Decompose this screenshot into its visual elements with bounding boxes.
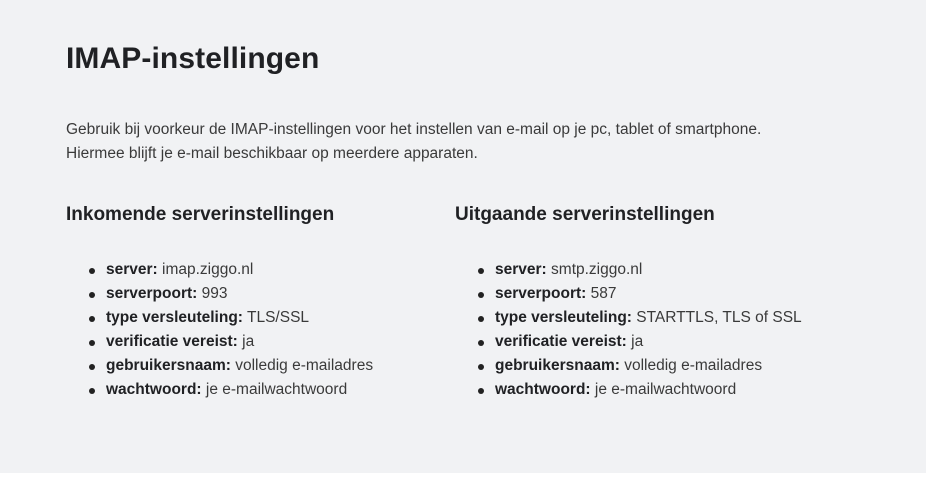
list-item-incoming-username	[106, 354, 446, 378]
setting-label: type versleuteling:	[495, 309, 632, 326]
bullet-icon	[478, 268, 484, 274]
setting-label: gebruikersnaam:	[106, 357, 231, 374]
setting-label: type versleuteling:	[106, 309, 243, 326]
setting-value: volledig e-mailadres	[235, 357, 374, 374]
bullet-icon	[478, 292, 484, 298]
setting-value: je e-mailwachtwoord	[205, 381, 348, 398]
bullet-icon	[89, 292, 95, 298]
intro-text: Gebruik bij voorkeur de IMAP-instellingen voor het instellen van e-mail op je pc, tablet of smartphone. Hiermee blijft je e-mail beschikbaar op meerdere apparaten.	[66, 121, 762, 162]
bullet-icon	[478, 340, 484, 346]
incoming-heading: Inkomende serverinstellingen	[66, 204, 335, 225]
setting-label: wachtwoord:	[495, 381, 591, 398]
bullet-icon	[89, 340, 95, 346]
setting-value: 993	[201, 285, 228, 302]
setting-value: je e-mailwachtwoord	[594, 381, 737, 398]
setting-label: verificatie vereist:	[495, 333, 627, 350]
incoming-settings-section	[66, 203, 446, 402]
list-item-outgoing-auth	[495, 330, 835, 354]
setting-value: volledig e-mailadres	[624, 357, 763, 374]
incoming-settings-list	[66, 258, 446, 402]
list-item-incoming-encryption	[106, 306, 446, 330]
setting-value: STARTTLS, TLS of SSL	[636, 309, 802, 326]
bullet-icon	[478, 316, 484, 322]
setting-value: imap.ziggo.nl	[162, 261, 254, 278]
page-title: IMAP-instellingen	[66, 42, 320, 75]
setting-value: ja	[242, 333, 255, 350]
list-item-incoming-auth	[106, 330, 446, 354]
list-item-incoming-server	[106, 258, 446, 282]
list-item-outgoing-encryption	[495, 306, 835, 330]
bullet-icon	[89, 268, 95, 274]
list-item-outgoing-port	[495, 282, 835, 306]
list-item-outgoing-username	[495, 354, 835, 378]
setting-label: serverpoort:	[106, 285, 198, 302]
bullet-icon	[478, 364, 484, 370]
list-item-incoming-port	[106, 282, 446, 306]
setting-label: server:	[495, 261, 547, 278]
bullet-icon	[89, 388, 95, 394]
setting-label: wachtwoord:	[106, 381, 202, 398]
setting-value: smtp.ziggo.nl	[551, 261, 643, 278]
setting-label: serverpoort:	[495, 285, 587, 302]
bullet-icon	[89, 316, 95, 322]
bullet-icon	[89, 364, 95, 370]
bullet-icon	[478, 388, 484, 394]
list-item-outgoing-password	[495, 378, 835, 402]
setting-label: verificatie vereist:	[106, 333, 238, 350]
outgoing-heading: Uitgaande serverinstellingen	[455, 204, 715, 225]
outgoing-settings-list	[455, 258, 835, 402]
outgoing-settings-section	[455, 203, 835, 402]
setting-value: 587	[590, 285, 617, 302]
list-item-incoming-password	[106, 378, 446, 402]
setting-value: ja	[631, 333, 644, 350]
setting-label: server:	[106, 261, 158, 278]
list-item-outgoing-server	[495, 258, 835, 282]
setting-value: TLS/SSL	[247, 309, 310, 326]
setting-label: gebruikersnaam:	[495, 357, 620, 374]
